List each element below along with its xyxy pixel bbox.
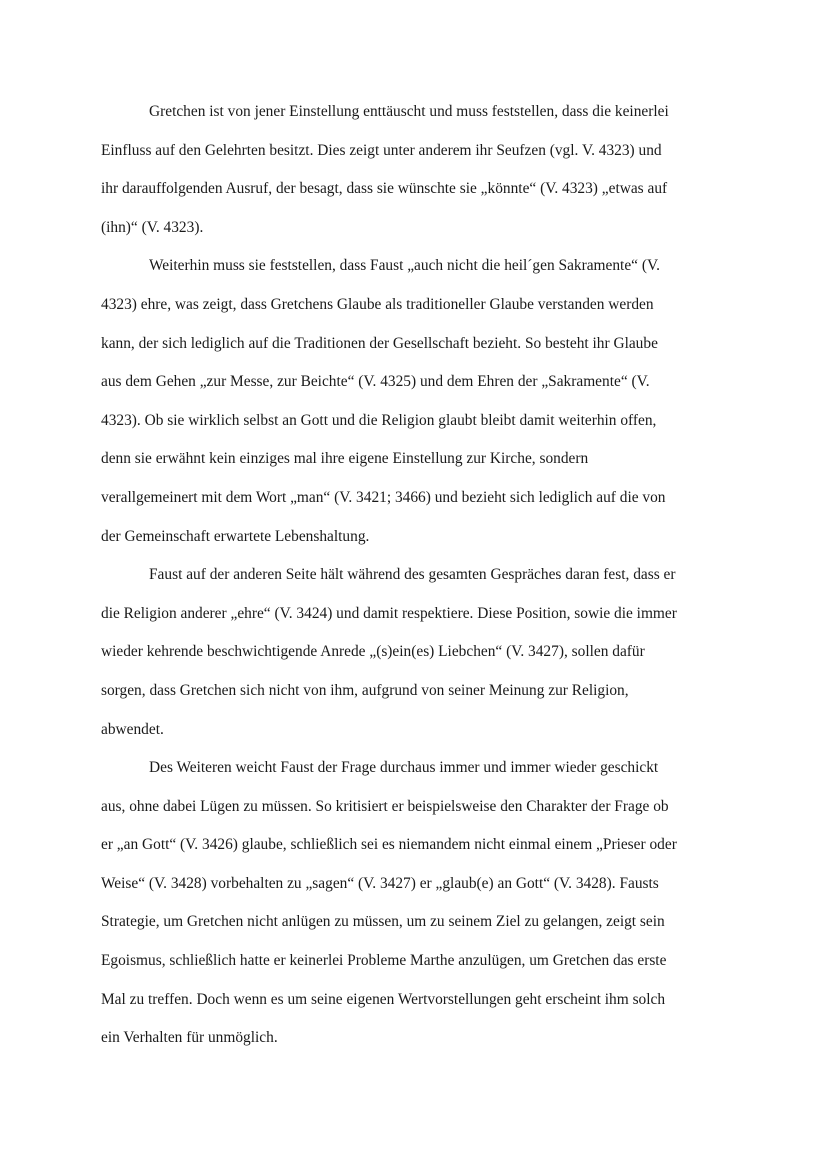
paragraph-line: wieder kehrende beschwichtigende Anrede „(s)ein(es) Liebchen“ (V. 3427), sollen dafür bbox=[101, 643, 645, 661]
paragraph-line: abwendet. bbox=[101, 720, 164, 738]
paragraph-line: ihr darauffolgenden Ausruf, der besagt, dass sie wünschte sie „könnte“ (V. 4323) „etwas auf bbox=[101, 180, 668, 198]
paragraph-line: 4323) ehre, was zeigt, dass Gretchens Glaube als traditioneller Glaube verstanden werden bbox=[101, 295, 654, 313]
paragraph-line: Egoismus, schließlich hatte er keinerlei Probleme Marthe anzulügen, um Gretchen das erste bbox=[101, 952, 667, 970]
paragraph-line: Faust auf der anderen Seite hält während des gesamten Gespräches daran fest, dass er bbox=[149, 566, 676, 584]
paragraph-line: Weise“ (V. 3428) vorbehalten zu „sagen“ (V. 3427) er „glaub(e) an Gott“ (V. 3428). Fausts bbox=[101, 874, 659, 892]
paragraph-line: ein Verhalten für unmöglich. bbox=[101, 1029, 278, 1047]
paragraph-line: aus, ohne dabei Lügen zu müssen. So kritisiert er beispielsweise den Charakter der Frage ob bbox=[101, 797, 669, 815]
paragraph-line: Weiterhin muss sie feststellen, dass Faust „auch nicht die heil´gen Sakramente“ (V. bbox=[149, 257, 660, 275]
paragraph-1 bbox=[101, 93, 729, 247]
paragraph-line: (ihn)“ (V. 4323). bbox=[101, 218, 204, 236]
paragraph-line: 4323). Ob sie wirklich selbst an Gott und die Religion glaubt bleibt damit weiterhin offen, bbox=[101, 411, 657, 429]
paragraph-line: Einfluss auf den Gelehrten besitzt. Dies zeigt unter anderem ihr Seufzen (vgl. V. 4323) und bbox=[101, 141, 662, 159]
paragraph-line: kann, der sich lediglich auf die Traditionen der Gesellschaft bezieht. So besteht ihr Glaube bbox=[101, 334, 658, 352]
paragraph-line: aus dem Gehen „zur Messe, zur Beichte“ (V. 4325) und dem Ehren der „Sakramente“ (V. bbox=[101, 373, 650, 391]
paragraph-3 bbox=[101, 556, 729, 749]
paragraph-line: verallgemeinert mit dem Wort „man“ (V. 3421; 3466) und bezieht sich lediglich auf die von bbox=[101, 488, 666, 506]
paragraph-2 bbox=[101, 247, 729, 556]
paragraph-line: Mal zu treffen. Doch wenn es um seine eigenen Wertvorstellungen geht erscheint ihm solch bbox=[101, 990, 666, 1008]
paragraph-line: sorgen, dass Gretchen sich nicht von ihm, aufgrund von seiner Meinung zur Religion, bbox=[101, 681, 629, 699]
paragraph-line: der Gemeinschaft erwartete Lebenshaltung. bbox=[101, 527, 370, 545]
paragraph-line: Strategie, um Gretchen nicht anlügen zu müssen, um zu seinem Ziel zu gelangen, zeigt sein bbox=[101, 913, 665, 931]
paragraph-4 bbox=[101, 749, 729, 1058]
document-page bbox=[101, 93, 729, 1058]
paragraph-line: Gretchen ist von jener Einstellung enttäuscht und muss feststellen, dass die keinerlei bbox=[149, 103, 669, 120]
paragraph-line: denn sie erwähnt kein einziges mal ihre eigene Einstellung zur Kirche, sondern bbox=[101, 450, 589, 468]
paragraph-line: Des Weiteren weicht Faust der Frage durchaus immer und immer wieder geschickt bbox=[149, 759, 659, 777]
paragraph-line: er „an Gott“ (V. 3426) glaube, schließlich sei es niemandem nicht einmal einem „Prieser oder bbox=[101, 836, 677, 854]
paragraph-line: die Religion anderer „ehre“ (V. 3424) und damit respektiere. Diese Position, sowie die immer bbox=[101, 604, 677, 622]
